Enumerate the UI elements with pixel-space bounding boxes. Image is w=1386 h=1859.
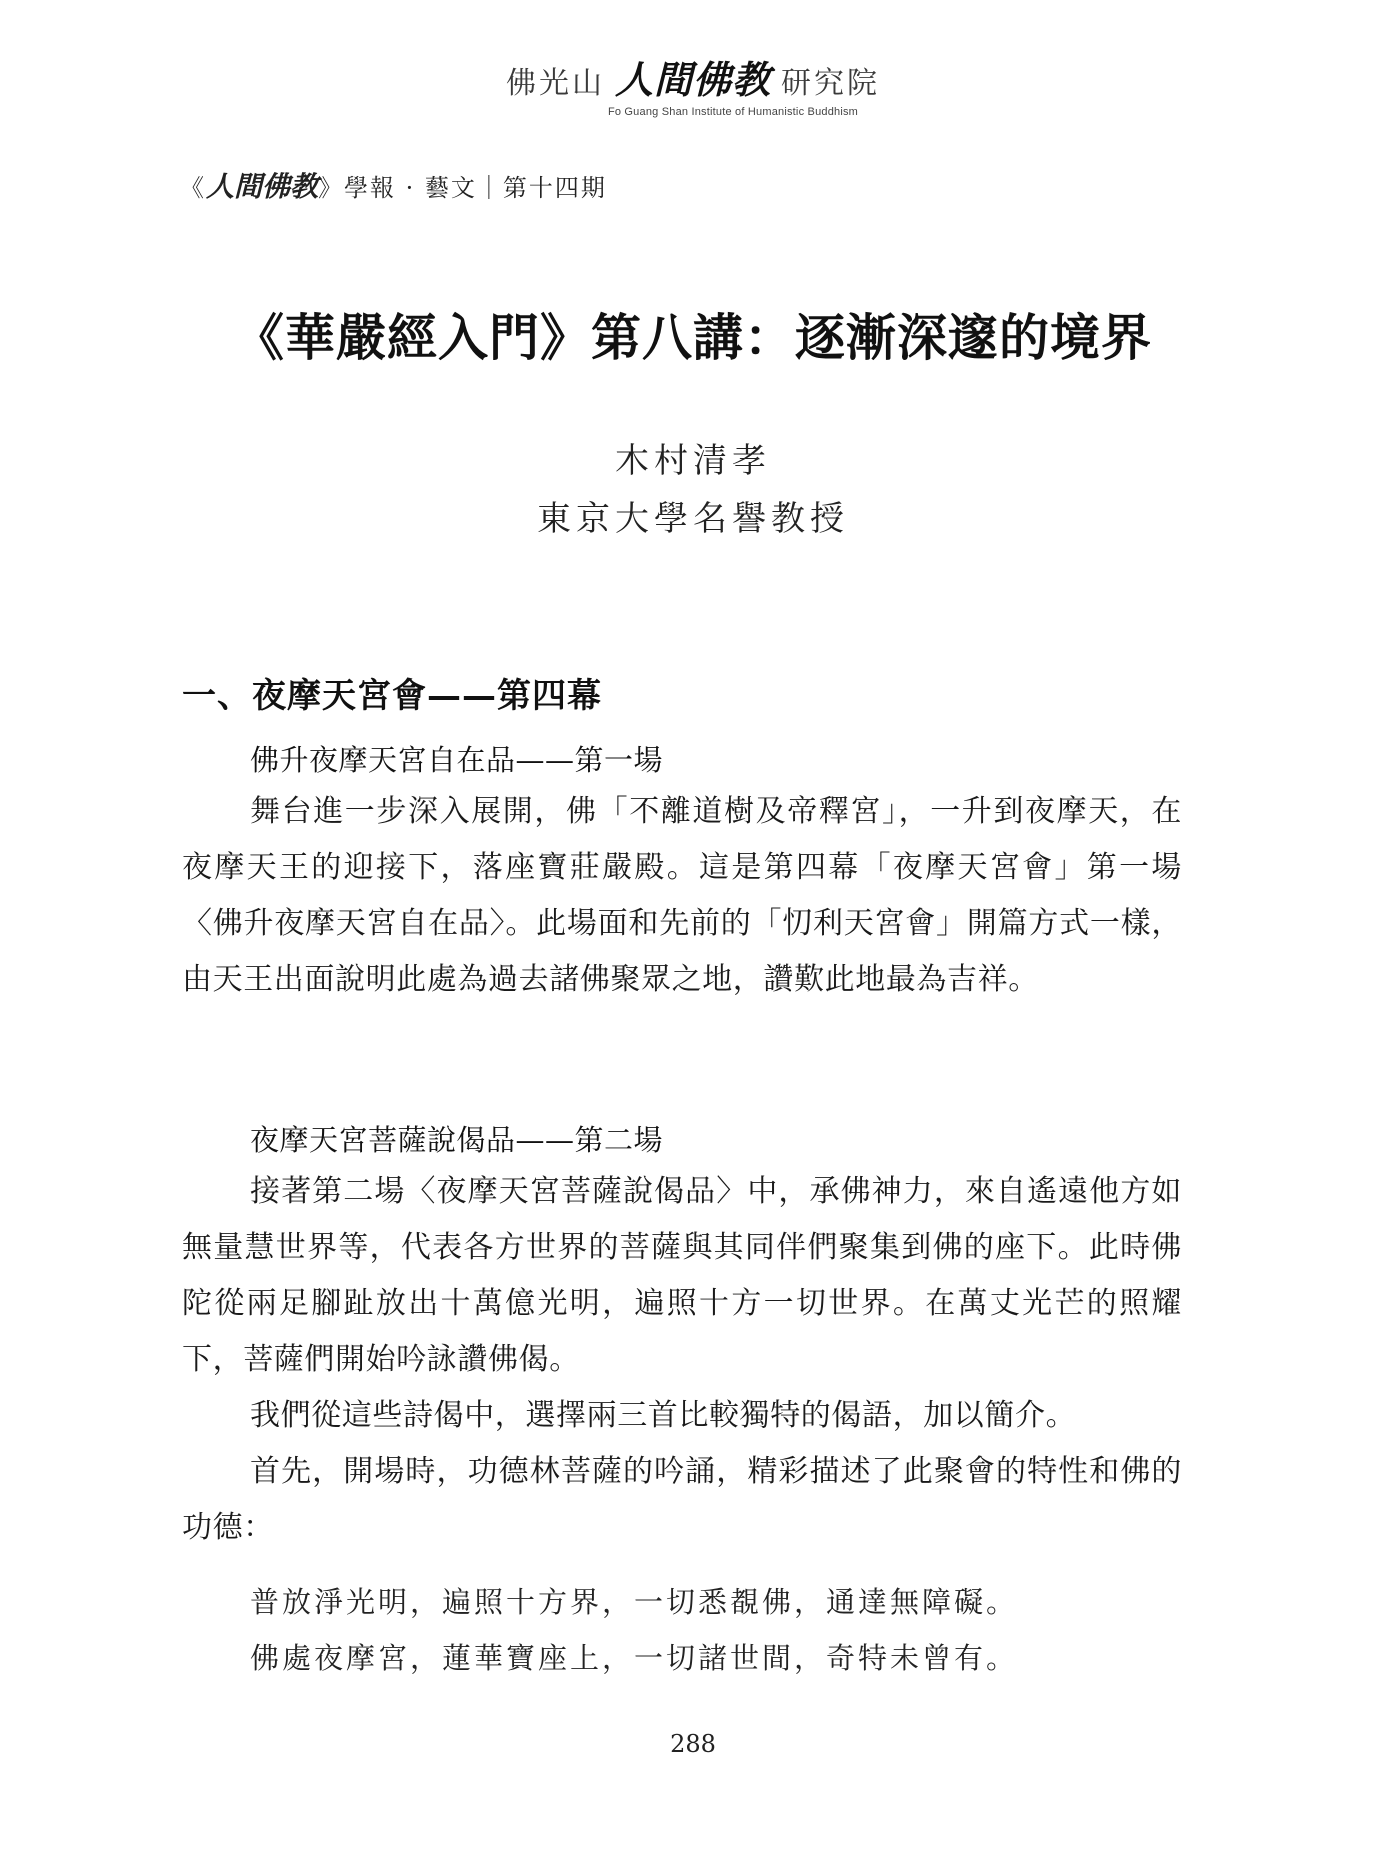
verse-line-2: 佛處夜摩宮，蓮華寶座上，一切諸世間，奇特未曾有。 [250, 1641, 1019, 1675]
author-block [0, 432, 1386, 548]
institute-name [0, 57, 1386, 104]
paragraph-1: 舞台進一步深入展開，佛「不離道樹及帝釋宮」，一升到夜摩天，在夜摩天王的迎接下，落座寶莊嚴殿。這是第四幕「夜摩天宮會」第一場〈佛升夜摩天宮自在品〉。此場面和先前的「忉利天宮會」開篇方式一樣，由天王出面說明此處為過去諸佛聚眾之地，讚歎此地最為吉祥。 [182, 794, 1182, 997]
paragraph-4: 首先，開場時，功德林菩薩的吟誦，精彩描述了此聚會的特性和佛的功德： [182, 1454, 1182, 1545]
journal-header [180, 165, 607, 205]
section-heading: 一、夜摩天宮會——第四幕 [182, 676, 602, 716]
journal-open-bracket: 《 [180, 174, 206, 202]
sub-heading-scene-2: 夜摩天宮菩薩說偈品——第二場 [250, 1123, 664, 1157]
verse-line-1: 普放淨光明，遍照十方界，一切悉覩佛，通達無障礙。 [250, 1585, 1019, 1619]
institute-english-name: Fo Guang Shan Institute of Humanistic Buddhism [607, 106, 859, 118]
paragraph-2: 接著第二場〈夜摩天宮菩薩說偈品〉中，承佛神力，來自遙遠他方如無量慧世界等，代表各方世界的菩薩與其同伴們聚集到佛的座下。此時佛陀從兩足腳趾放出十萬億光明，遍照十方一切世界。在萬丈光芒的照耀下，菩薩們開始吟詠讚佛偈。 [182, 1174, 1182, 1377]
journal-issue: 》學報 · 藝文｜第十四期 [318, 174, 607, 202]
article-title: 《華嚴經入門》第八講：逐漸深邃的境界 [234, 308, 1152, 367]
sub-heading-scene-1: 佛升夜摩天宮自在品——第一場 [250, 743, 664, 777]
page-number: 288 [670, 1730, 716, 1758]
institute-prefix: 佛光山 [505, 66, 605, 101]
institute-header [0, 57, 1386, 118]
author-name: 木村清孝 [615, 441, 771, 481]
institute-suffix: 研究院 [781, 66, 880, 101]
author-affiliation: 東京大學名譽教授 [537, 499, 849, 539]
paragraph-3: 我們從這些詩偈中，選擇兩三首比較獨特的偈語，加以簡介。 [250, 1398, 1077, 1433]
journal-brand: 人間佛教 [206, 170, 319, 203]
institute-brand-logo: 人間佛教 [614, 57, 771, 102]
